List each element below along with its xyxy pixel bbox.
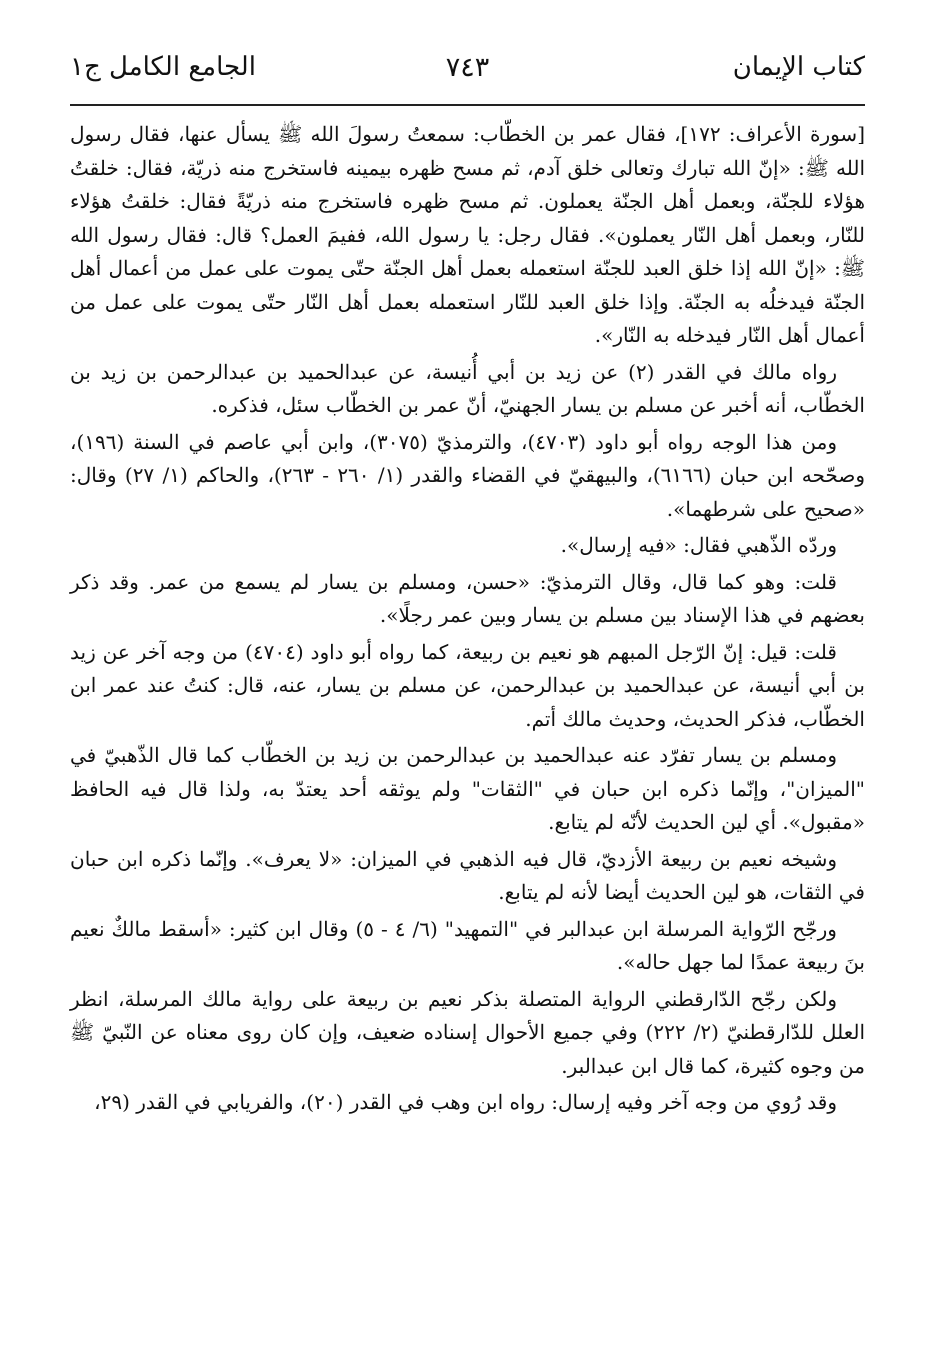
paragraph: وقد رُوي من وجه آخر وفيه إرسال: رواه ابن وهب في القدر (٢٠)، والفريابي في القدر (٢٩، xyxy=(94,1090,837,1114)
page-number: ٧٤٣ xyxy=(445,52,490,83)
paragraph: رواه مالك في القدر (٢) عن زيد بن أبي أُنيسة، عن عبدالحميد بن عبدالرحمن بن زيد بن الخطّاب، أنه أخبر عن مسلم بن يسار الجهنيّ، أنّ عمر بن الخطّاب سئل، فذكره. xyxy=(70,359,865,417)
paragraph: وردّه الذّهبي فقال: «فيه إرسال». xyxy=(560,533,837,557)
running-header xyxy=(70,52,865,92)
page-body xyxy=(70,118,865,1123)
paragraph: [سورة الأعراف: ١٧٢]، فقال عمر بن الخطّاب: سمعتُ رسولَ الله ﷺ يسأل عنها، فقال رسول الله ﷺ: «إنّ الله تبارك وتعالى خلق آدم، ثم مسح ظهره بيمينه فاستخرج منه ذريّة، فقال: خلقتُ هؤلاء للجنّة، وبعمل أهل الجنّة يعملون. ثم مسح ظهره فاستخرج منه ذريّةً فقال: خلقتُ هؤلاء للنّار، وبعمل أهل النّار يعملون». فقال رجل: يا رسول الله، ففيمَ العمل؟ قال: فقال رسول الله ﷺ: «إنّ الله إذا خلق العبد للجنّة استعمله بعمل أهل الجنّة حتّى يموت على عمل من أعمال أهل الجنّة فيدخلُه به الجنّة. وإذا خلق العبد للنّار استعمله بعمل أهل النّار حتّى يموت على عمل من أعمال أهل النّار فيدخله به النّار». xyxy=(70,122,866,347)
paragraph: ومسلم بن يسار تفرّد عنه عبدالحميد بن عبدالرحمن بن زيد بن الخطّاب كما قال الذّهبيّ في "الميزان"، وإنّما ذكره ابن حبان في "الثقات" ولم يوثقه أحد يعتدّ به، ولذا قال فيه الحافظ «مقبول». أي لين الحديث لأنّه لم يتابع. xyxy=(70,743,865,834)
book-title: الجامع الكامل ج١ xyxy=(70,52,256,82)
paragraph: قلت: وهو كما قال، وقال الترمذيّ: «حسن، ومسلم بن يسار لم يسمع من عمر. وقد ذكر بعضهم في هذا الإسناد بين مسلم بن يسار وبين عمر رجلًا». xyxy=(70,569,865,627)
paragraph: قلت: قيل: إنّ الرّجل المبهم هو نعيم بن ربيعة، كما رواه أبو داود (٤٧٠٤) من وجه آخر عن زيد بن أبي أنيسة، عن عبدالحميد بن عبدالرحمن، عن مسلم بن يسار، عنه، قال: كنتُ عند عمر ابن الخطّاب، فذكر الحديث، وحديث مالك أتم. xyxy=(70,639,865,731)
book-section-title: كتاب الإيمان xyxy=(732,52,865,82)
paragraph: ولكن رجّح الدّارقطني الرواية المتصلة بذكر نعيم بن ربيعة على رواية مالك المرسلة، انظر العلل للدّارقطنيّ (٢/ ٢٢٢) وفي جميع الأحوال إسناده ضعيف، وإن كان روى معناه عن النّبيّ ﷺ من وجوه كثيرة، كما قال ابن عبدالبر. xyxy=(70,986,865,1078)
header-divider xyxy=(70,104,865,106)
paragraph: ورجّح الرّواية المرسلة ابن عبدالبر في "التمهيد" (٦/ ٤ - ٥) وقال ابن كثير: «أسقط مالكٌ نعيم بنَ ربيعة عمدًا لما جهل حاله». xyxy=(70,916,865,974)
paragraph: ومن هذا الوجه رواه أبو داود (٤٧٠٣)، والترمذيّ (٣٠٧٥)، وابن أبي عاصم في السنة (١٩٦)، وصحّحه ابن حبان (٦١٦٦)، والبيهقيّ في القضاء والقدر (١/ ٢٦٠ - ٢٦٣)، والحاكم (١/ ٢٧) وقال: «صحيح على شرطهما». xyxy=(70,429,865,521)
paragraph: وشيخه نعيم بن ربيعة الأزديّ، قال فيه الذهبي في الميزان: «لا يعرف». وإنّما ذكره ابن حبان في الثقات، هو لين الحديث أيضا لأنه لم يتابع. xyxy=(70,846,865,904)
